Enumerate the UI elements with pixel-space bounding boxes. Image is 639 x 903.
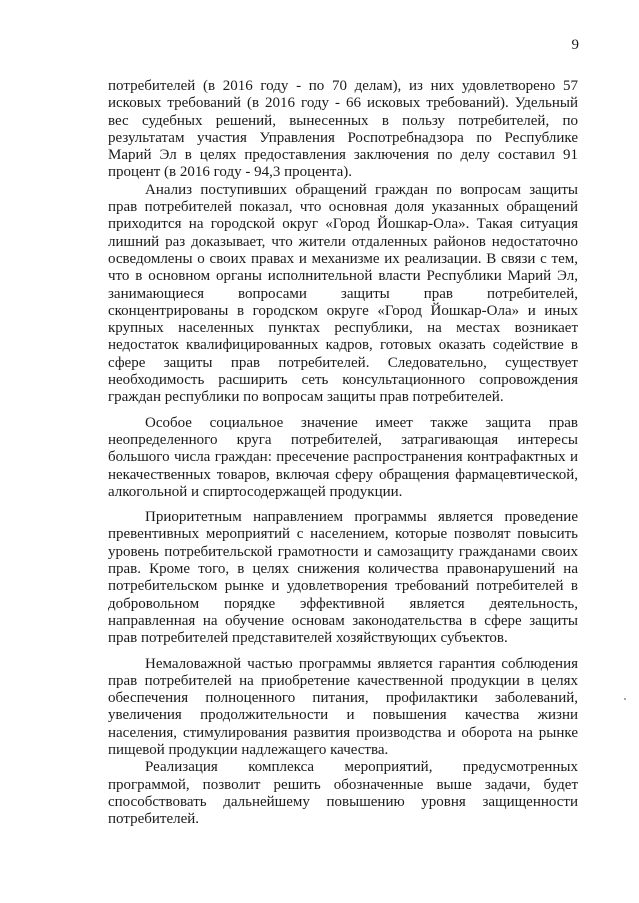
document-body <box>108 78 578 828</box>
paragraph-appeals-analysis: Анализ поступивших обращений граждан по вопросам защиты прав потребителей показал, что основная доля указанных обращений приходится на городской округ «Город Йошкар-Ола». Такая ситуация лишний раз доказывает, что жители отдаленных районов недостаточно осведомлены о своих правах и механизме их реализации. В связи с тем, что в основном органы исполнительной власти Республики Марий Эл, занимающиеся вопросами защиты прав потребителей, сконцентрированы в городском округе «Город Йошкар-Ола» и иных крупных населенных пунктах республики, на местах возникает недостаток квалифицированных кадров, готовых оказать содействие в сфере защиты прав потребителей. Следовательно, существует необходимость расширить сеть консультационного сопровождения граждан республики по вопросам защиты прав потребителей. <box>108 181 578 406</box>
paragraph-social-significance: Особое социальное значение имеет также защита прав неопределенного круга потребителей, затрагивающая интересы большого числа граждан: пресечение распространения контрафактных и некачественных товаров, включая сферу обращения фармацевтической, алкогольной и спиртосодержащей продукции. <box>108 414 578 500</box>
scan-artifact <box>624 698 626 700</box>
paragraph-program-priority: Приоритетным направлением программы является проведение превентивных мероприятий с населением, которые позволят повысить уровень потребительской грамотности и самозащиту гражданами своих прав. Кроме того, в целях снижения количества правонарушений на потребительском рынке и удовлетворения требований потребителей в добровольном порядке эффективной является деятельность, направленная на обучение основам законодательства в сфере защиты прав потребителей представителей хозяйствующих субъектов. <box>108 509 578 647</box>
paragraph-court-results: потребителей (в 2016 году - по 70 делам), из них удовлетворено 57 исковых требований (в 2016 году - 66 исковых требований). Удельный вес судебных решений, вынесенных в пользу потребителей, по результатам участия Управления Роспотребнадзора по Республике Марий Эл в целях предоставления заключения по делу составил 91 процент (в 2016 году - 94,3 процента). <box>108 78 578 181</box>
paragraph-quality-guarantee: Немаловажной частью программы является гарантия соблюдения прав потребителей на приобретение качественной продукции в целях обеспечения полноценного питания, профилактики заболеваний, увеличения продолжительности и повышения качества жизни населения, стимулирования развития производства и оборота на рынке пищевой продукции надлежащего качества. <box>108 655 578 758</box>
paragraph-implementation: Реализация комплекса мероприятий, предусмотренных программой, позволит решить обозначенные выше задачи, будет способствовать дальнейшему повышению уровня защищенности потребителей. <box>108 759 578 828</box>
page-number: 9 <box>571 37 579 53</box>
